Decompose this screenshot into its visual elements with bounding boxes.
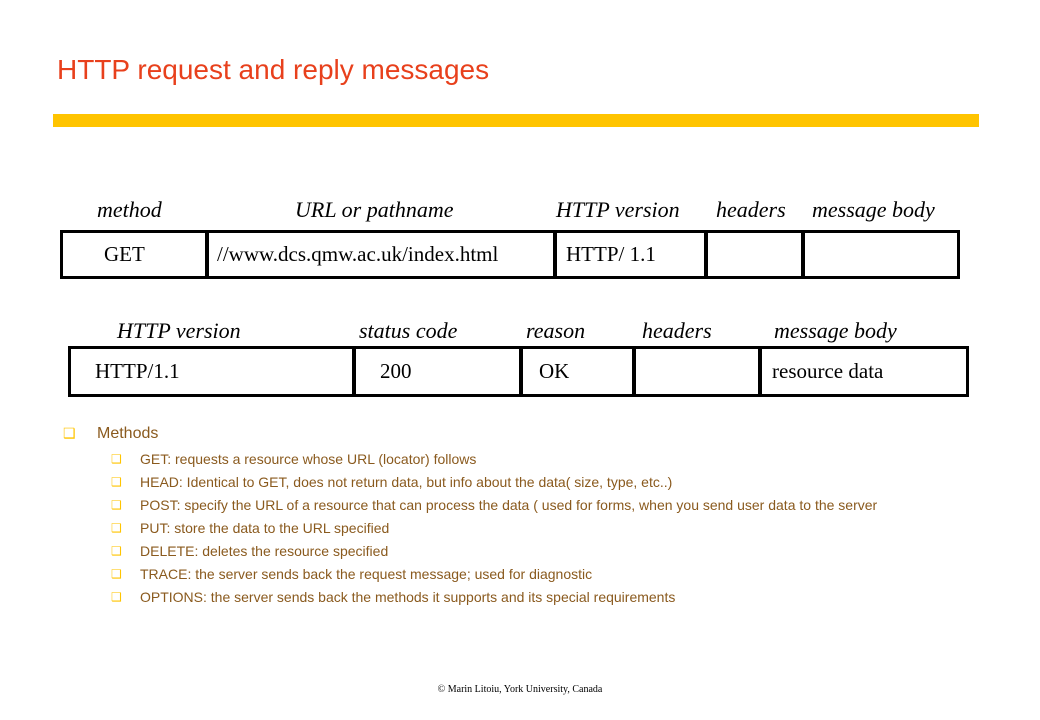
square-bullet-icon: ❑ [111,475,122,489]
request-cell-message-body [801,233,957,276]
method-text: OPTIONS: the server sends back the methods it supports and its special requirements [140,589,676,605]
methods-heading: Methods [97,425,159,442]
reply-label-http-version: HTTP version [117,318,241,343]
method-text: HEAD: Identical to GET, does not return data, but info about the data( size, type, etc..) [140,474,673,490]
reply-label-reason: reason [526,318,586,343]
method-text: PUT: store the data to the URL specified [140,520,390,536]
square-bullet-icon: ❑ [111,567,122,581]
method-text: POST: specify the URL of a resource that can process the data ( used for forms, when you send user data to the server [140,497,878,513]
request-cell-headers [704,233,803,276]
title-underline-bar [53,114,979,127]
square-bullet-icon: ❑ [63,425,76,441]
method-item-post [111,497,963,514]
method-text: TRACE: the server sends back the request message; used for diagnostic [140,566,593,582]
method-item-trace [111,566,963,583]
reply-label-headers: headers [642,318,712,343]
request-cell-url: //www.dcs.qmw.ac.uk/index.html [205,233,605,276]
request-cell-http-version: HTTP/ 1.1 [553,233,706,276]
method-item-head [111,474,963,491]
method-text: GET: requests a resource whose URL (locator) follows [140,451,477,467]
reply-cell-http-version: HTTP/1.1 [95,359,180,383]
square-bullet-icon: ❑ [111,521,122,535]
request-label-headers: headers [716,197,786,222]
copyright-footer: © Marin Litoiu, York University, Canada [437,684,603,695]
method-item-options [111,589,963,606]
request-message-box [60,230,960,279]
methods-list [63,423,963,606]
method-item-get [111,451,963,468]
square-bullet-icon: ❑ [111,498,122,512]
slide-title: HTTP request and reply messages [57,54,490,85]
reply-cell-headers [632,349,760,394]
methods-heading-item [63,423,963,445]
request-cell-method: GET [104,242,145,266]
request-label-url: URL or pathname [295,197,454,222]
request-label-message-body: message body [812,197,935,222]
square-bullet-icon: ❑ [111,544,122,558]
method-item-delete [111,543,963,560]
reply-message-box [68,346,969,397]
method-text: DELETE: deletes the resource specified [140,543,389,559]
request-label-http-version: HTTP version [556,197,680,222]
reply-cell-message-body: resource data [758,349,966,394]
reply-label-status-code: status code [359,318,458,343]
method-item-put [111,520,963,537]
request-label-method: method [97,197,162,222]
square-bullet-icon: ❑ [111,452,122,466]
square-bullet-icon: ❑ [111,590,122,604]
reply-cell-reason: OK [519,349,634,394]
reply-cell-status-code: 200 [352,349,522,394]
reply-label-message-body: message body [774,318,897,343]
